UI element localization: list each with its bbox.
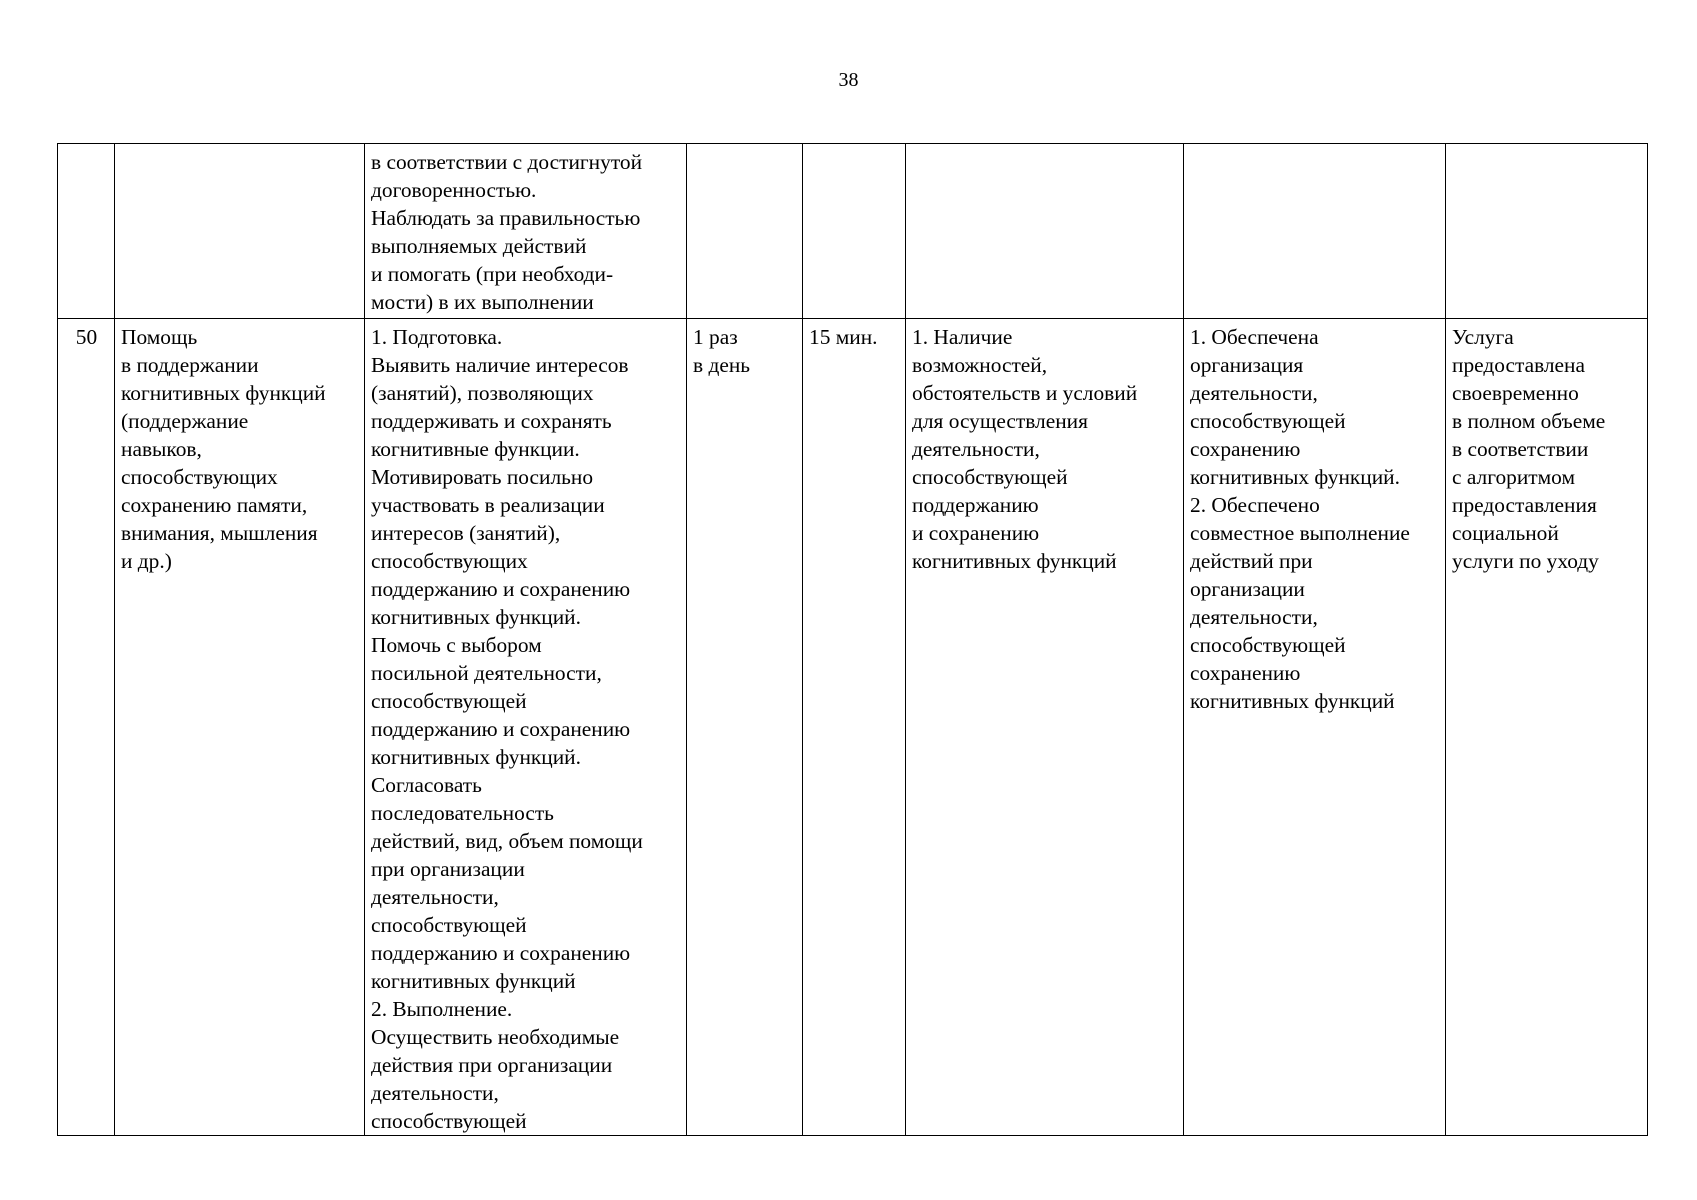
cell-duration: 15 мин.	[803, 319, 906, 1136]
cell-number: 50	[58, 319, 115, 1136]
cell-results: 1. Обеспечена организация деятельности, способствующей сохранению когнитивных функций. 2. Обеспечено совместное выполнение действий при организации деятельности, способствующей сохранению когнитивных функций	[1184, 319, 1446, 1136]
cell-procedure: в соответствии с достигнутой договоренностью. Наблюдать за правильностью выполняемых действий и помогать (при необходи- мости) в их выполнении	[365, 144, 687, 319]
cell-quality: Услуга предоставлена своевременно в полном объеме в соответствии с алгоритмом предоставления социальной услуги по уходу	[1446, 319, 1648, 1136]
page-number: 38	[838, 69, 859, 91]
cell-frequency	[687, 144, 803, 319]
cell-duration	[803, 144, 906, 319]
cell-service-name: Помощь в поддержании когнитивных функций (поддержание навыков, способствующих сохранению памяти, внимания, мышления и др.)	[115, 319, 365, 1136]
cell-quality	[1446, 144, 1648, 319]
cell-conditions: 1. Наличие возможностей, обстоятельств и условий для осуществления деятельности, способствующей поддержанию и сохранению когнитивных функций	[906, 319, 1184, 1136]
cell-results	[1184, 144, 1446, 319]
table-row-50	[58, 319, 1648, 1136]
cell-service-name	[115, 144, 365, 319]
table-row-continuation	[58, 144, 1648, 319]
cell-frequency: 1 раз в день	[687, 319, 803, 1136]
cell-procedure: 1. Подготовка. Выявить наличие интересов (занятий), позволяющих поддерживать и сохранять когнитивные функции. Мотивировать посильно участвовать в реализации интересов (занятий), способствующих поддержанию и сохранению когнитивных функций. Помочь с выбором посильной деятельности, способствующей поддержанию и сохранению когнитивных функций. Согласовать последовательность действий, вид, объем помощи при организации деятельности, способствующей поддержанию и сохранению когнитивных функций 2. Выполнение. Осуществить необходимые действия при организации деятельности, способствующей	[365, 319, 687, 1136]
cell-number	[58, 144, 115, 319]
services-table	[57, 143, 1648, 1136]
cell-conditions	[906, 144, 1184, 319]
